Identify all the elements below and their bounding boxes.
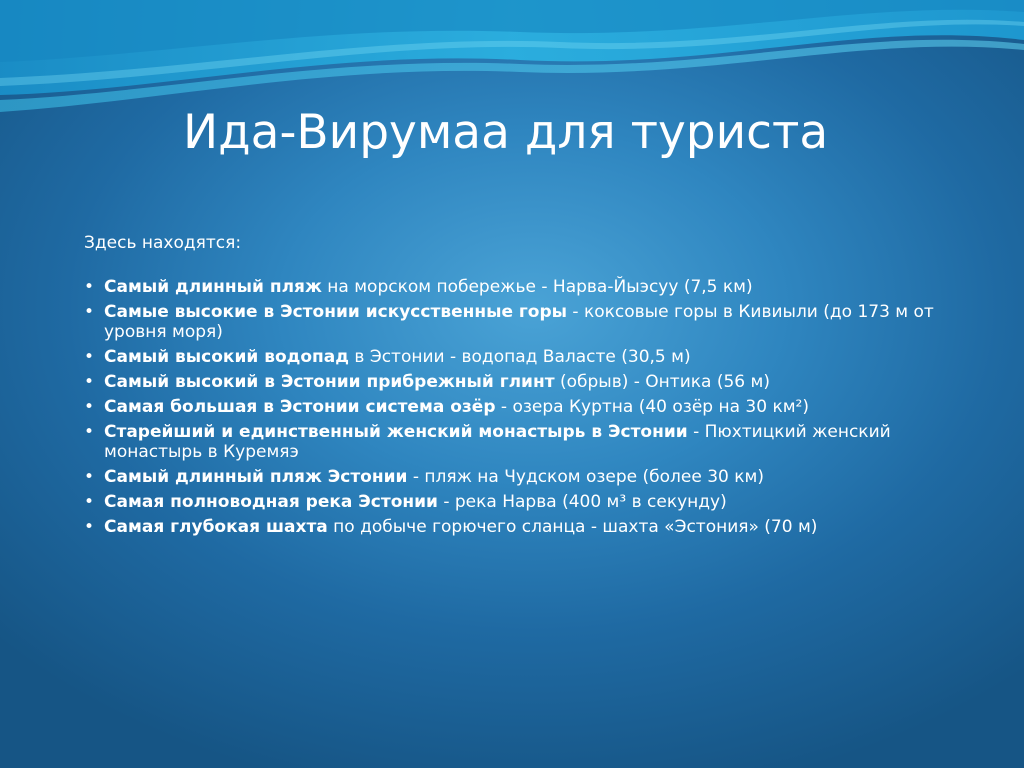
list-item [84,347,964,367]
item-text: - пляж на Чудском озере (более 30 км) [407,467,764,487]
item-bold-text: Самый длинный пляж [104,277,322,297]
item-text: - озера Куртна (40 озёр на 30 км²) [495,397,809,417]
bullet-icon: • [84,372,95,392]
item-text: - река Нарва (400 м³ в секунду) [437,492,727,512]
item-text: на морском побережье - Нарва-Йыэсуу (7,5 км) [321,277,753,297]
bullet-icon: • [84,347,95,367]
list-item [84,492,964,512]
item-bold-text: Старейший и единственный женский монастырь в Эстонии [104,422,688,442]
list-item [84,517,964,537]
list-item [84,372,964,392]
bullet-icon: • [84,302,95,322]
item-bold-text: Самый высокий водопад [104,347,350,367]
item-bold-text: Самый высокий в Эстонии прибрежный глинт [104,372,555,392]
bullet-icon: • [84,422,95,442]
item-text: (обрыв) - Онтика (56 м) [554,372,770,392]
item-text: - Пюхтицкий женский монастырь в Куремяэ [104,422,891,462]
intro-text: Здесь находятся: [84,233,242,253]
list-item [84,302,964,342]
item-bold-text: Самая большая в Эстонии система озёр [104,397,496,417]
bullet-icon: • [84,467,95,487]
item-text: - коксовые горы в Кивиыли (до 173 м от уровня моря) [104,302,934,342]
bullet-icon: • [84,492,95,512]
bullet-icon: • [84,277,95,297]
list-item [84,422,964,462]
item-text: по добыче горючего сланца - шахта «Эстония» (70 м) [327,517,818,537]
item-text: в Эстонии - водопад Валасте (30,5 м) [349,347,691,367]
item-bold-text: Самая полноводная река Эстонии [104,492,438,512]
bullet-icon: • [84,397,95,417]
fact-list [84,277,964,537]
bullet-icon: • [84,517,95,537]
slide-title: Ида-Вирумаа для туриста [183,105,829,160]
item-bold-text: Самый длинный пляж Эстонии [104,467,408,487]
item-bold-text: Самые высокие в Эстонии искусственные горы [104,302,568,322]
slide-body [84,231,964,542]
list-item [84,397,964,417]
item-bold-text: Самая глубокая шахта [104,517,328,537]
list-item [84,277,964,297]
list-item [84,467,964,487]
